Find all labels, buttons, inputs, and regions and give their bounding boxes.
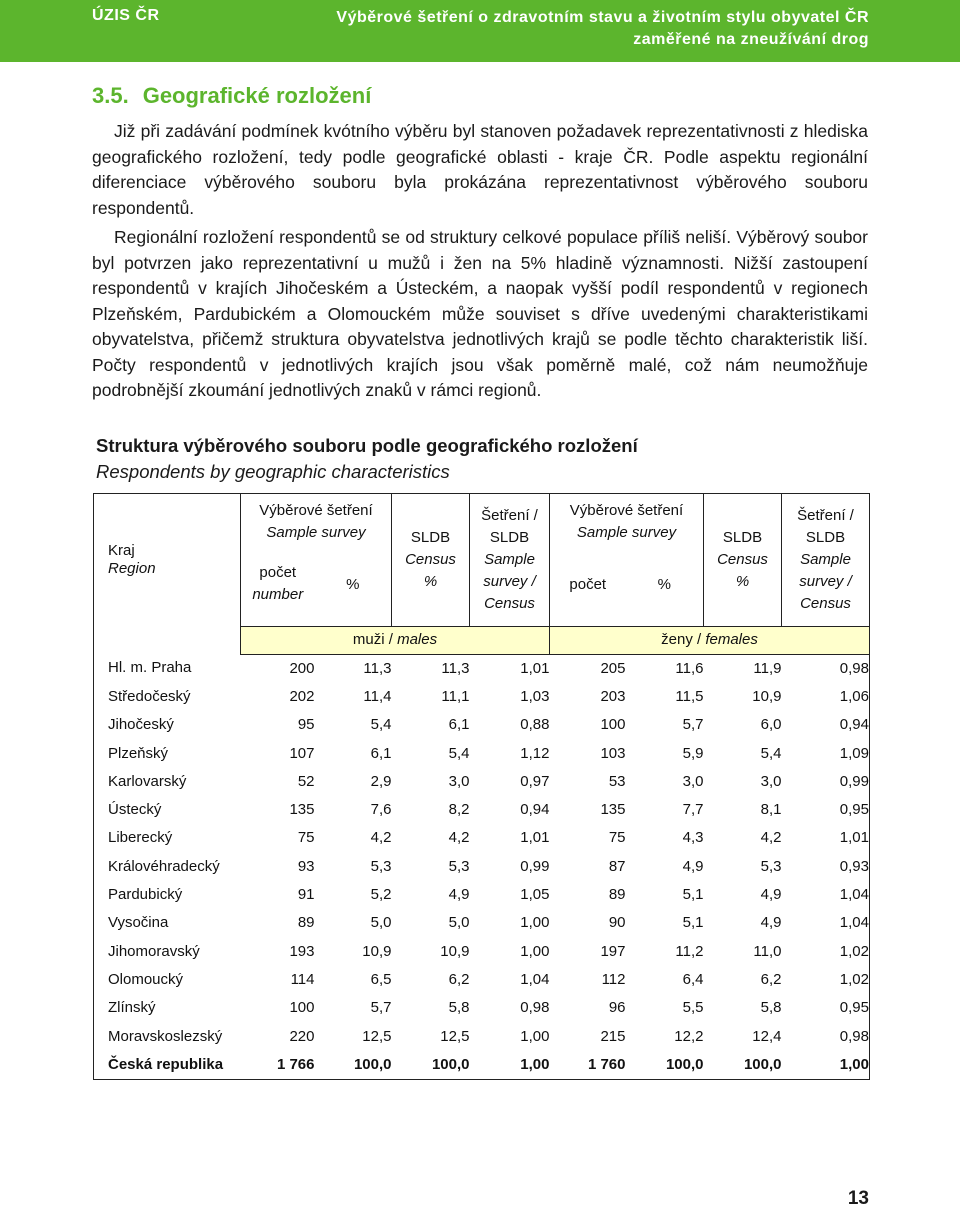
header-survey-en: Sample survey bbox=[266, 524, 366, 541]
cell-region: Královéhradecký bbox=[94, 853, 241, 881]
cell-f-count: 100 bbox=[600, 716, 626, 734]
cell-region: Vysočina bbox=[94, 909, 241, 937]
table-header-row bbox=[94, 494, 870, 627]
cell-m-ratio: 1,00 bbox=[520, 1027, 550, 1045]
men-label-en: males bbox=[397, 631, 438, 648]
table-subtitle: Respondents by geographic characteristics bbox=[96, 461, 450, 482]
header-ratio-en3: Census bbox=[484, 594, 535, 612]
header-sldb: SLDB bbox=[722, 528, 763, 546]
header-ratio-en1: Sample bbox=[484, 550, 535, 568]
cell-m-ratio: 1,00 bbox=[520, 942, 550, 960]
cell-region: Jihočeský bbox=[94, 711, 241, 739]
section-title: Geografické rozložení bbox=[142, 83, 372, 108]
cell-f-count: 1 760 bbox=[550, 1051, 626, 1080]
cell-m-count: 135 bbox=[289, 801, 315, 819]
cell-f-count: 135 bbox=[600, 801, 626, 819]
cell-f-ratio: 0,98 bbox=[782, 654, 870, 683]
cell-m-ratio: 1,01 bbox=[520, 659, 550, 677]
table-row bbox=[94, 711, 870, 739]
cell-f-ratio: 1,09 bbox=[782, 739, 870, 767]
cell-f-pct: 100,0 bbox=[626, 1051, 704, 1080]
header-survey-cz: Výběrové šetření bbox=[569, 502, 684, 519]
cell-m-ratio: 0,97 bbox=[520, 772, 550, 790]
header-kraj-cz: Kraj bbox=[108, 542, 135, 559]
cell-region: Zlínský bbox=[94, 994, 241, 1022]
cell-f-count: 197 bbox=[600, 942, 626, 960]
cell-f-pct: 5,5 bbox=[682, 999, 704, 1017]
cell-f-pct: 11,6 bbox=[675, 659, 704, 677]
cell-f-census: 5,8 bbox=[760, 999, 782, 1017]
cell-region: Jihomoravský bbox=[94, 937, 241, 965]
cell-f-census: 10,9 bbox=[752, 687, 782, 705]
cell-m-pct: 2,9 bbox=[370, 772, 392, 790]
header-ratio-women bbox=[782, 494, 870, 627]
cell-m-pct: 5,2 bbox=[370, 886, 392, 904]
cell-m-census: 11,1 bbox=[441, 687, 470, 705]
cell-f-count: 75 bbox=[608, 829, 626, 847]
cell-m-count: 193 bbox=[289, 942, 315, 960]
cell-f-ratio: 1,02 bbox=[782, 937, 870, 965]
cell-f-count: 205 bbox=[600, 659, 626, 677]
cell-m-pct: 12,5 bbox=[362, 1027, 392, 1045]
cell-m-pct: 11,4 bbox=[363, 687, 392, 705]
cell-m-pct: 6,5 bbox=[370, 970, 392, 988]
section-number: 3.5. bbox=[92, 83, 129, 108]
table-row bbox=[94, 966, 870, 994]
cell-m-ratio: 1,05 bbox=[520, 886, 550, 904]
cell-region: Středočeský bbox=[94, 683, 241, 711]
header-census-pct: % bbox=[423, 572, 438, 590]
cell-f-pct: 4,9 bbox=[682, 857, 704, 875]
cell-m-ratio: 0,99 bbox=[520, 857, 550, 875]
cell-region: Liberecký bbox=[94, 824, 241, 852]
cell-m-census: 12,5 bbox=[440, 1027, 470, 1045]
table-row bbox=[94, 994, 870, 1022]
cell-m-census: 6,2 bbox=[448, 970, 470, 988]
cell-f-ratio: 0,93 bbox=[782, 853, 870, 881]
header-ratio-men bbox=[470, 494, 550, 627]
table-row bbox=[94, 909, 870, 937]
header-title-line-2: zaměřené na zneužívání drog bbox=[633, 31, 869, 48]
header-kraj bbox=[94, 494, 241, 627]
header-ratio-sldb: SLDB bbox=[805, 528, 846, 546]
cell-f-pct: 11,5 bbox=[675, 687, 704, 705]
cell-m-count: 220 bbox=[289, 1027, 315, 1045]
header-sldb-women bbox=[704, 494, 782, 627]
cell-f-pct: 5,1 bbox=[682, 886, 704, 904]
cell-m-ratio: 0,94 bbox=[520, 801, 550, 819]
cell-m-pct: 11,3 bbox=[363, 659, 392, 677]
header-census: Census bbox=[405, 550, 456, 568]
cell-m-pct: 4,2 bbox=[370, 829, 392, 847]
paragraph-2: Regionální rozložení respondentů se od struktury celkové populace příliš neliší. Výběrový soubor byl potvrzen jako reprezentativní u mužů i žen na 5% hladině významnosti. Nižší zastoupení respondentů v krajích Jihočeském a Ústeckém, a naopak vyšší podíl respondentů v regionech Plzeňském, Pardubickém a Olomouckém může souviset s dříve uvedenými charakteristikami obyvatelstva, přičemž struktura obyvatelstva jednotlivých krajů se podle těchto charakteristik liší. Počty respondentů v jednotlivých krajích jsou však poměrně malé, což nám neumožňuje podrobnější zkoumání jednotlivých znaků v rámci regionů. bbox=[92, 227, 868, 400]
respondents-table bbox=[93, 493, 870, 1080]
header-pct: % bbox=[346, 576, 360, 593]
cell-region: Ústecký bbox=[94, 796, 241, 824]
cell-m-census: 5,3 bbox=[448, 857, 470, 875]
cell-f-pct: 4,3 bbox=[682, 829, 704, 847]
cell-m-count: 107 bbox=[289, 744, 315, 762]
cell-m-ratio: 1,03 bbox=[520, 687, 550, 705]
header-survey-en: Sample survey bbox=[576, 524, 677, 541]
sex-band-row bbox=[94, 626, 870, 654]
header-ratio-en3: Census bbox=[800, 594, 851, 612]
header-title bbox=[336, 7, 869, 51]
cell-f-pct: 12,2 bbox=[674, 1027, 704, 1045]
cell-m-count: 93 bbox=[297, 857, 315, 875]
table-total-row bbox=[94, 1051, 870, 1080]
cell-m-census: 8,2 bbox=[448, 801, 470, 819]
table-row bbox=[94, 937, 870, 965]
header-ratio-sldb: SLDB bbox=[489, 528, 530, 546]
cell-f-count: 215 bbox=[600, 1027, 626, 1045]
table-row bbox=[94, 881, 870, 909]
cell-f-census: 11,0 bbox=[753, 942, 782, 960]
header-survey-men bbox=[241, 494, 392, 627]
header-ratio-en2: survey / bbox=[483, 572, 536, 590]
cell-f-pct: 5,1 bbox=[682, 914, 704, 932]
cell-m-census: 5,4 bbox=[448, 744, 470, 762]
cell-region: Česká republika bbox=[94, 1051, 241, 1080]
cell-m-count: 1 766 bbox=[241, 1051, 315, 1080]
cell-f-pct: 3,0 bbox=[682, 772, 704, 790]
cell-m-census: 3,0 bbox=[448, 772, 470, 790]
cell-m-pct: 5,3 bbox=[370, 857, 392, 875]
cell-f-count: 90 bbox=[608, 914, 626, 932]
cell-f-ratio: 1,04 bbox=[782, 909, 870, 937]
cell-m-pct: 5,4 bbox=[370, 716, 392, 734]
section-heading bbox=[92, 83, 371, 109]
cell-m-pct: 100,0 bbox=[315, 1051, 392, 1080]
cell-f-ratio: 1,01 bbox=[782, 824, 870, 852]
header-org: ÚZIS ČR bbox=[92, 7, 160, 24]
header-pocet: počet bbox=[259, 564, 297, 581]
cell-f-census: 11,9 bbox=[753, 659, 782, 677]
cell-f-count: 89 bbox=[608, 886, 626, 904]
cell-f-census: 5,3 bbox=[760, 857, 782, 875]
cell-m-pct: 10,9 bbox=[362, 942, 392, 960]
cell-m-count: 89 bbox=[297, 914, 315, 932]
cell-f-pct: 6,4 bbox=[682, 970, 704, 988]
cell-m-census: 100,0 bbox=[392, 1051, 470, 1080]
cell-m-count: 91 bbox=[297, 886, 315, 904]
cell-f-ratio: 0,94 bbox=[782, 711, 870, 739]
header-census-pct: % bbox=[735, 572, 750, 590]
cell-f-count: 53 bbox=[608, 772, 626, 790]
cell-m-census: 4,2 bbox=[448, 829, 470, 847]
cell-f-ratio: 1,06 bbox=[782, 683, 870, 711]
women-label-cz: ženy / bbox=[661, 631, 706, 648]
cell-region: Moravskoslezský bbox=[94, 1022, 241, 1050]
cell-f-census: 3,0 bbox=[760, 772, 782, 790]
table-row bbox=[94, 824, 870, 852]
header-title-line-1: Výběrové šetření o zdravotním stavu a životním stylu obyvatel ČR bbox=[336, 9, 869, 26]
cell-f-count: 103 bbox=[600, 744, 626, 762]
cell-f-ratio: 1,00 bbox=[782, 1051, 870, 1080]
page-header bbox=[0, 0, 960, 62]
cell-f-census: 4,9 bbox=[760, 914, 782, 932]
cell-m-count: 75 bbox=[297, 829, 315, 847]
header-number: number bbox=[252, 586, 304, 603]
cell-m-count: 52 bbox=[297, 772, 315, 790]
cell-m-ratio: 1,12 bbox=[520, 744, 550, 762]
table-row bbox=[94, 654, 870, 683]
header-survey-women bbox=[550, 494, 704, 627]
cell-f-count: 203 bbox=[600, 687, 626, 705]
cell-m-census: 6,1 bbox=[448, 716, 470, 734]
cell-m-pct: 6,1 bbox=[370, 744, 392, 762]
cell-m-census: 10,9 bbox=[440, 942, 470, 960]
cell-f-census: 100,0 bbox=[704, 1051, 782, 1080]
table-row bbox=[94, 796, 870, 824]
cell-m-count: 95 bbox=[297, 716, 315, 734]
cell-f-count: 112 bbox=[601, 970, 626, 988]
cell-f-pct: 7,7 bbox=[682, 801, 704, 819]
cell-m-count: 100 bbox=[289, 999, 315, 1017]
table-row bbox=[94, 1022, 870, 1050]
page-number: 13 bbox=[847, 1188, 869, 1209]
table-row bbox=[94, 739, 870, 767]
cell-m-ratio: 1,01 bbox=[520, 829, 550, 847]
cell-f-census: 6,2 bbox=[760, 970, 782, 988]
cell-m-census: 4,9 bbox=[448, 886, 470, 904]
header-census: Census bbox=[717, 550, 768, 568]
header-sldb: SLDB bbox=[410, 528, 451, 546]
cell-f-census: 4,2 bbox=[760, 829, 782, 847]
cell-f-ratio: 0,99 bbox=[782, 768, 870, 796]
cell-f-census: 5,4 bbox=[760, 744, 782, 762]
cell-region: Olomoucký bbox=[94, 966, 241, 994]
cell-f-census: 4,9 bbox=[760, 886, 782, 904]
header-pct: % bbox=[657, 576, 671, 593]
cell-m-count: 202 bbox=[289, 687, 315, 705]
header-sldb-men bbox=[392, 494, 470, 627]
cell-m-pct: 5,7 bbox=[370, 999, 392, 1017]
cell-f-pct: 5,9 bbox=[682, 744, 704, 762]
cell-m-ratio: 1,00 bbox=[470, 1051, 550, 1080]
cell-f-ratio: 1,02 bbox=[782, 966, 870, 994]
cell-m-ratio: 0,98 bbox=[520, 999, 550, 1017]
cell-region: Hl. m. Praha bbox=[94, 654, 241, 683]
cell-m-pct: 7,6 bbox=[370, 801, 392, 819]
header-ratio-cz: Šetření / bbox=[481, 506, 538, 524]
cell-f-census: 8,1 bbox=[760, 801, 782, 819]
cell-m-count: 200 bbox=[289, 659, 315, 677]
women-label-en: females bbox=[705, 631, 758, 648]
cell-f-census: 12,4 bbox=[752, 1027, 782, 1045]
cell-f-ratio: 1,04 bbox=[782, 881, 870, 909]
cell-m-ratio: 1,00 bbox=[520, 914, 550, 932]
table-title: Struktura výběrového souboru podle geografického rozložení bbox=[96, 435, 638, 456]
cell-f-ratio: 0,98 bbox=[782, 1022, 870, 1050]
header-ratio-en2: survey / bbox=[799, 572, 852, 590]
cell-m-ratio: 1,04 bbox=[520, 970, 550, 988]
header-region-en: Region bbox=[108, 560, 156, 577]
cell-f-pct: 11,2 bbox=[675, 942, 704, 960]
cell-m-count: 114 bbox=[290, 970, 315, 988]
cell-f-census: 6,0 bbox=[760, 716, 782, 734]
cell-m-ratio: 0,88 bbox=[520, 716, 550, 734]
table-row bbox=[94, 853, 870, 881]
men-band bbox=[241, 626, 550, 654]
cell-f-pct: 5,7 bbox=[682, 716, 704, 734]
paragraph-1: Již při zadávání podmínek kvótního výběru byl stanoven požadavek reprezentativnosti z hlediska geografického rozložení, tedy podle geografické oblasti - kraje ČR. Podle aspektu regionální diferenciace výběrového souboru byla prokázána reprezentativnost výběrového souboru respondentů. bbox=[92, 121, 868, 218]
cell-region: Plzeňský bbox=[94, 739, 241, 767]
cell-m-census: 5,0 bbox=[448, 914, 470, 932]
cell-region: Pardubický bbox=[94, 881, 241, 909]
cell-m-census: 5,8 bbox=[448, 999, 470, 1017]
header-survey-cz: Výběrové šetření bbox=[259, 502, 373, 519]
cell-f-count: 96 bbox=[608, 999, 626, 1017]
cell-m-census: 11,3 bbox=[441, 659, 470, 677]
cell-m-pct: 5,0 bbox=[370, 914, 392, 932]
men-label-cz: muži / bbox=[352, 631, 398, 648]
women-band bbox=[550, 626, 870, 654]
header-ratio-cz: Šetření / bbox=[797, 506, 854, 524]
table-row bbox=[94, 683, 870, 711]
header-ratio-en1: Sample bbox=[800, 550, 851, 568]
cell-f-ratio: 0,95 bbox=[782, 994, 870, 1022]
table-row bbox=[94, 768, 870, 796]
cell-f-count: 87 bbox=[608, 857, 626, 875]
header-pocet: počet bbox=[569, 576, 607, 593]
cell-region: Karlovarský bbox=[94, 768, 241, 796]
cell-f-ratio: 0,95 bbox=[782, 796, 870, 824]
